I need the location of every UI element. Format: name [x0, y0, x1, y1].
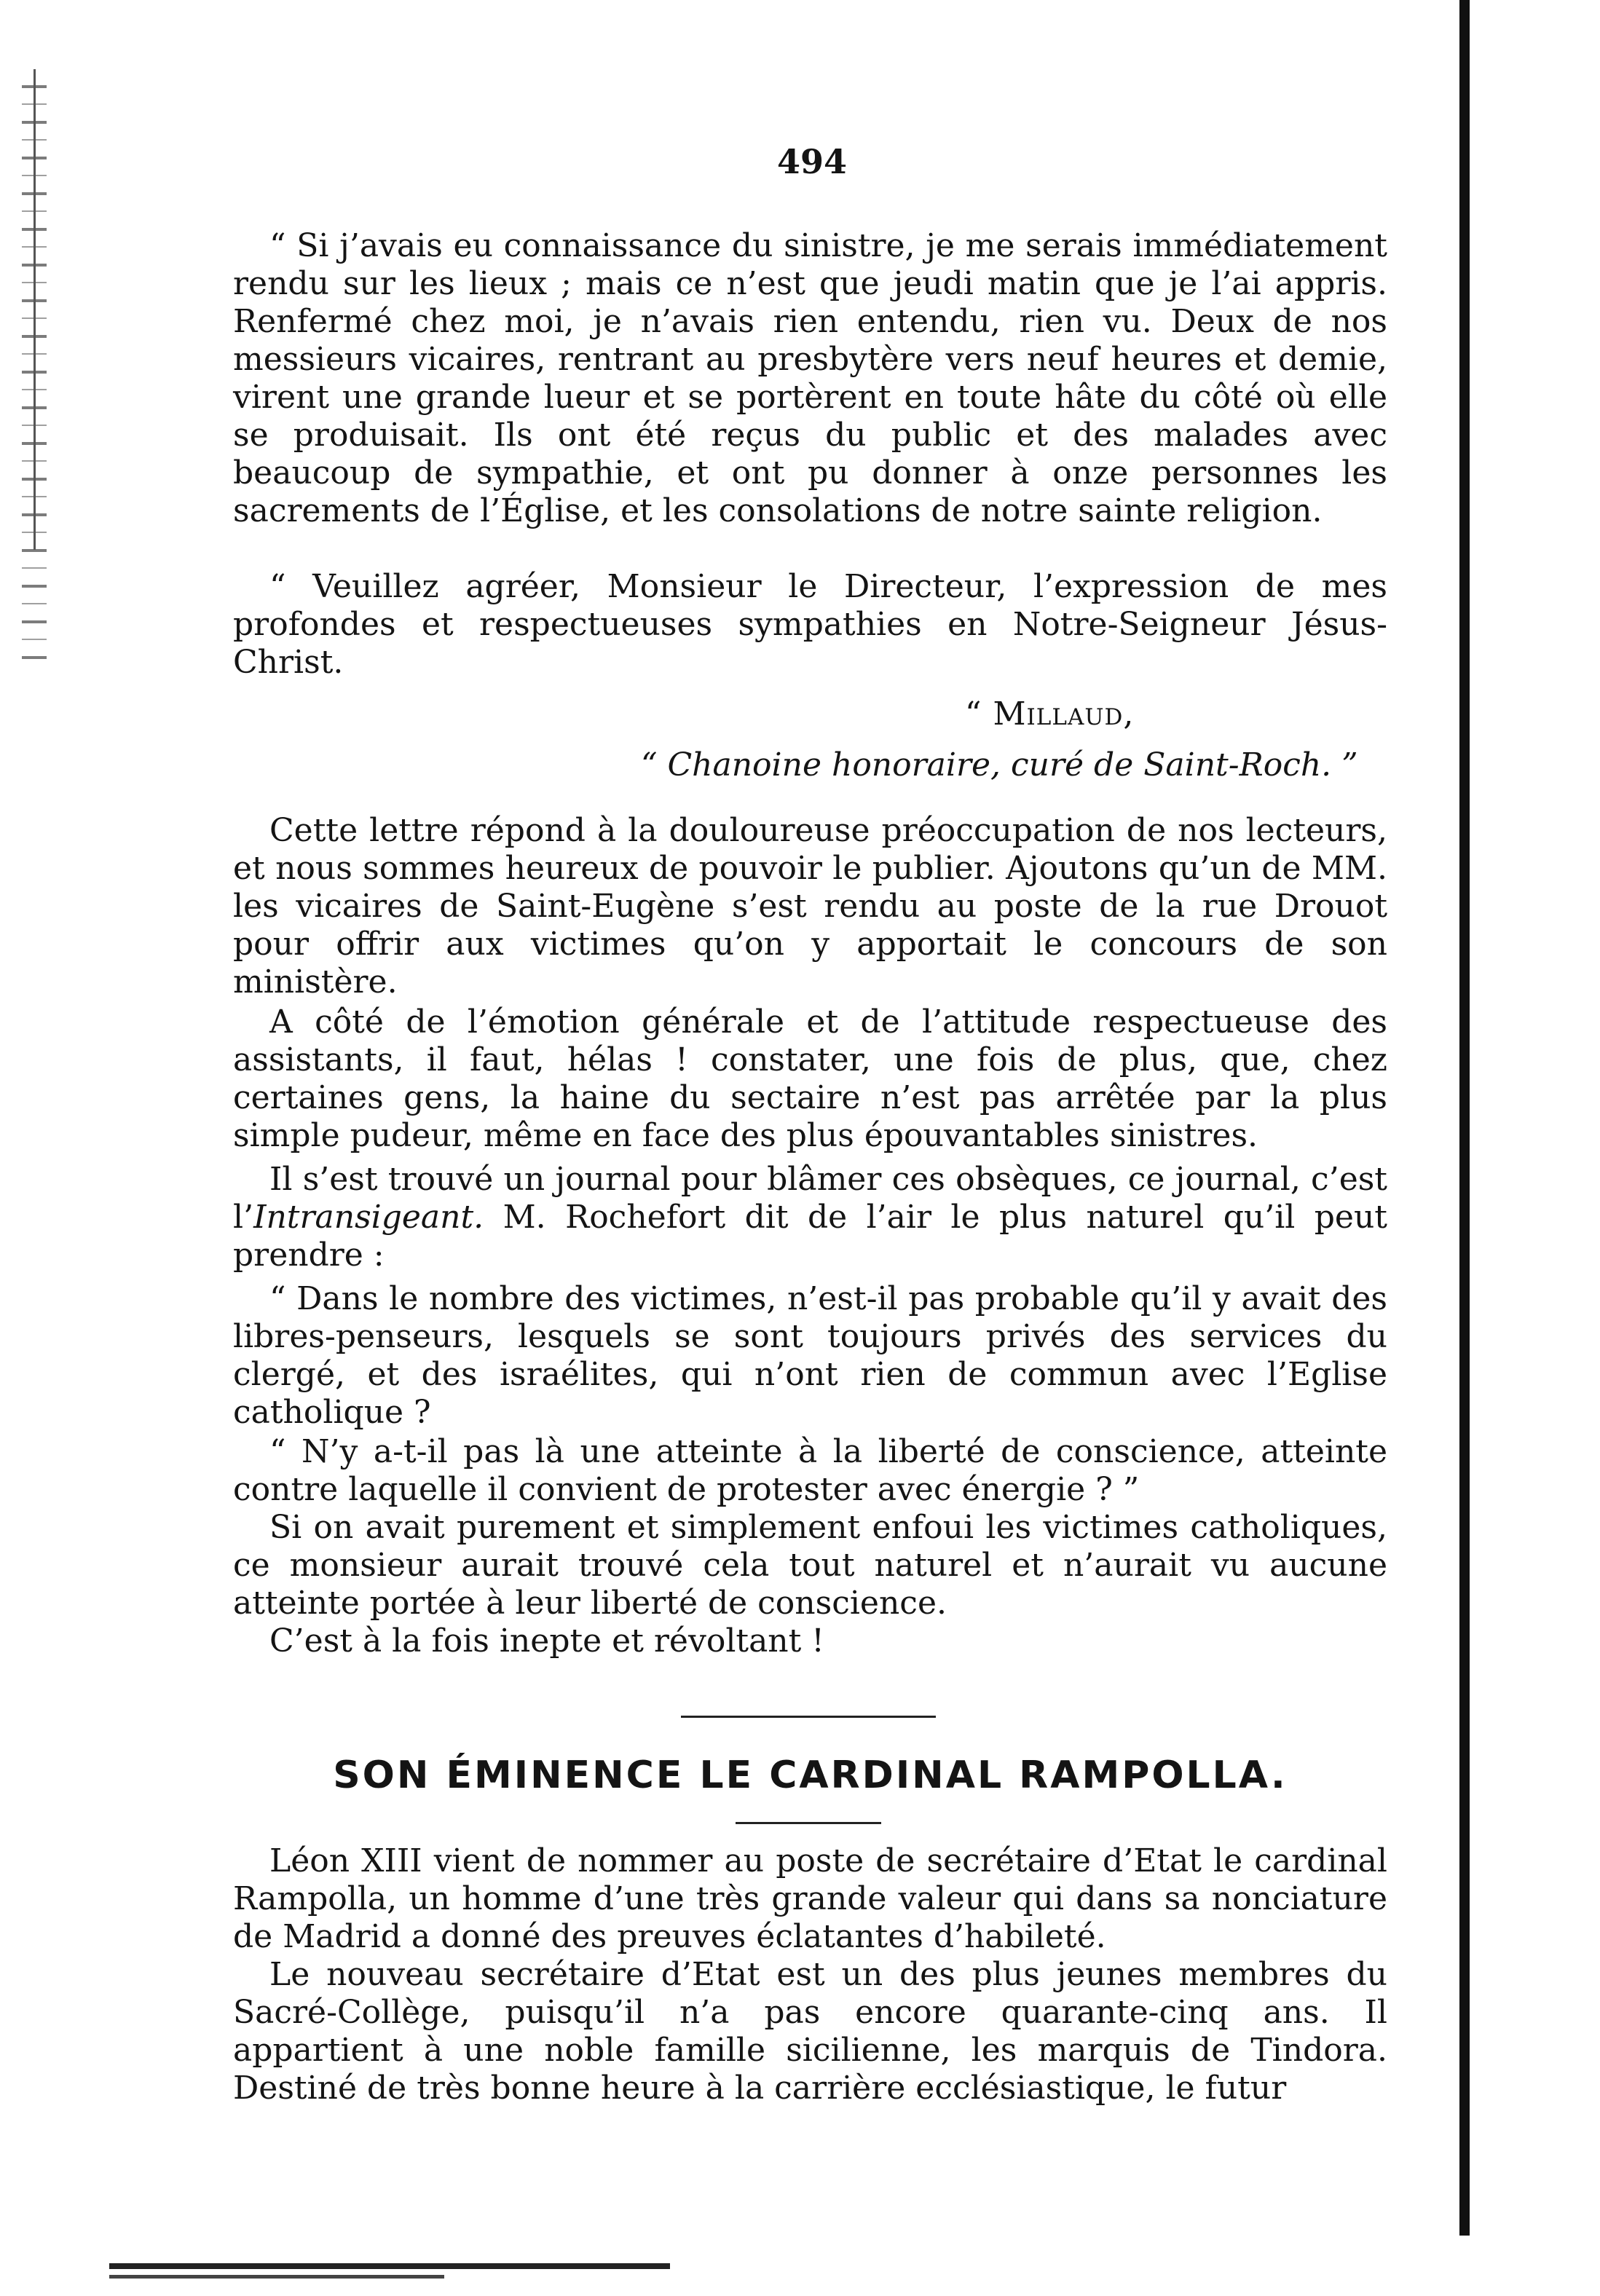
heading-underline: [736, 1822, 881, 1824]
quote-paragraph-1: “ Dans le nombre des victimes, n’est-il pas probable qu’il y avait des libres-penseurs, lesquels se sont toujours privés des services du clergé, et des israélites, qui n’ont rien de commun avec l’Eglise catholique ?: [233, 1280, 1387, 1431]
scan-bottom-line-secondary: [109, 2275, 444, 2279]
paragraph-3-text-b: M. Rochefort dit de l’air le plus naturel qu’il peut prendre :: [233, 1199, 1387, 1274]
quote-paragraph-2: “ N’y a-t-il pas là une atteinte à la liberté de conscience, atteinte contre laquelle il convient de protester avec énergie ? ”: [233, 1433, 1387, 1508]
body-paragraph-3: [233, 1161, 1387, 1274]
signature-title: “ Chanoine honoraire, curé de Saint-Roch. ”: [641, 746, 1358, 784]
scan-margin-line: [34, 69, 36, 550]
scan-bottom-line: [109, 2263, 670, 2269]
letter-paragraph-1: “ Si j’avais eu connaissance du sinistre, je me serais immédiatement rendu sur les lieux ; mais ce n’est que jeudi matin que je l’ai appris. Renfermé chez moi, je n’avais rien entendu, rien vu. Deux de nos messieurs vicaires, rentrant au presbytère vers neuf heures et demie, virent une grande lueur et se portèrent en toute hâte du côté où elle se produisait. Ils ont été reçus du public et des malades avec beaucoup de sympathie, et ont pu donner à onze personnes les sacrements de l’Église, et les consolations de notre sainte religion.: [233, 227, 1387, 529]
section-heading: SON ÉMINENCE LE CARDINAL RAMPOLLA.: [333, 1753, 1288, 1797]
section-divider: [681, 1716, 936, 1718]
scan-right-border: [1459, 0, 1470, 2236]
section-paragraph-2: Le nouveau secrétaire d’Etat est un des plus jeunes membres du Sacré-Collège, puisqu’il n’a pas encore quarante-cinq ans. Il appartient à une noble famille sicilienne, les marquis de Tindora. Destiné de très bonne heure à la carrière ecclésiastique, le futur: [233, 1956, 1387, 2107]
signature-name: “ Millaud,: [965, 695, 1135, 733]
newspaper-title: Intransigeant.: [253, 1199, 484, 1236]
body-paragraph-5: C’est à la fois inepte et révoltant !: [269, 1622, 824, 1660]
letter-paragraph-2: “ Veuillez agréer, Monsieur le Directeur, l’expression de mes profondes et respectueuses sympathies en Notre-Seigneur Jésus-Christ.: [233, 568, 1387, 681]
body-paragraph-1: Cette lettre répond à la douloureuse préoccupation de nos lecteurs, et nous sommes heureux de pouvoir le publier. Ajoutons qu’un de MM. les vicaires de Saint-Eugène s’est rendu au poste de la rue Drouot pour offrir aux victimes qu’on y apportait le concours de son ministère.: [233, 812, 1387, 1001]
body-paragraph-2: A côté de l’émotion générale et de l’attitude respectueuse des assistants, il faut, hélas ! constater, une fois de plus, que, chez certaines gens, la haine du sectaire n’est pas arrêtée par la plus simple pudeur, même en face des plus épouvantables sinistres.: [233, 1003, 1387, 1154]
section-paragraph-1: Léon XIII vient de nommer au poste de secrétaire d’Etat le cardinal Rampolla, un homme d’une très grande valeur qui dans sa nonciature de Madrid a donné des preuves éclatantes d’habileté.: [233, 1842, 1387, 1955]
page-number: 494: [776, 142, 848, 181]
paragraph-3-text-a: Il s’est trouvé un journal pour blâmer ces obsèques, ce journal, c’est l’: [233, 1161, 1387, 1236]
body-paragraph-4: Si on avait purement et simplement enfoui les victimes catholiques, ce monsieur aurait trouvé cela tout naturel et n’aurait vu aucune atteinte portée à leur liberté de conscience.: [233, 1509, 1387, 1622]
